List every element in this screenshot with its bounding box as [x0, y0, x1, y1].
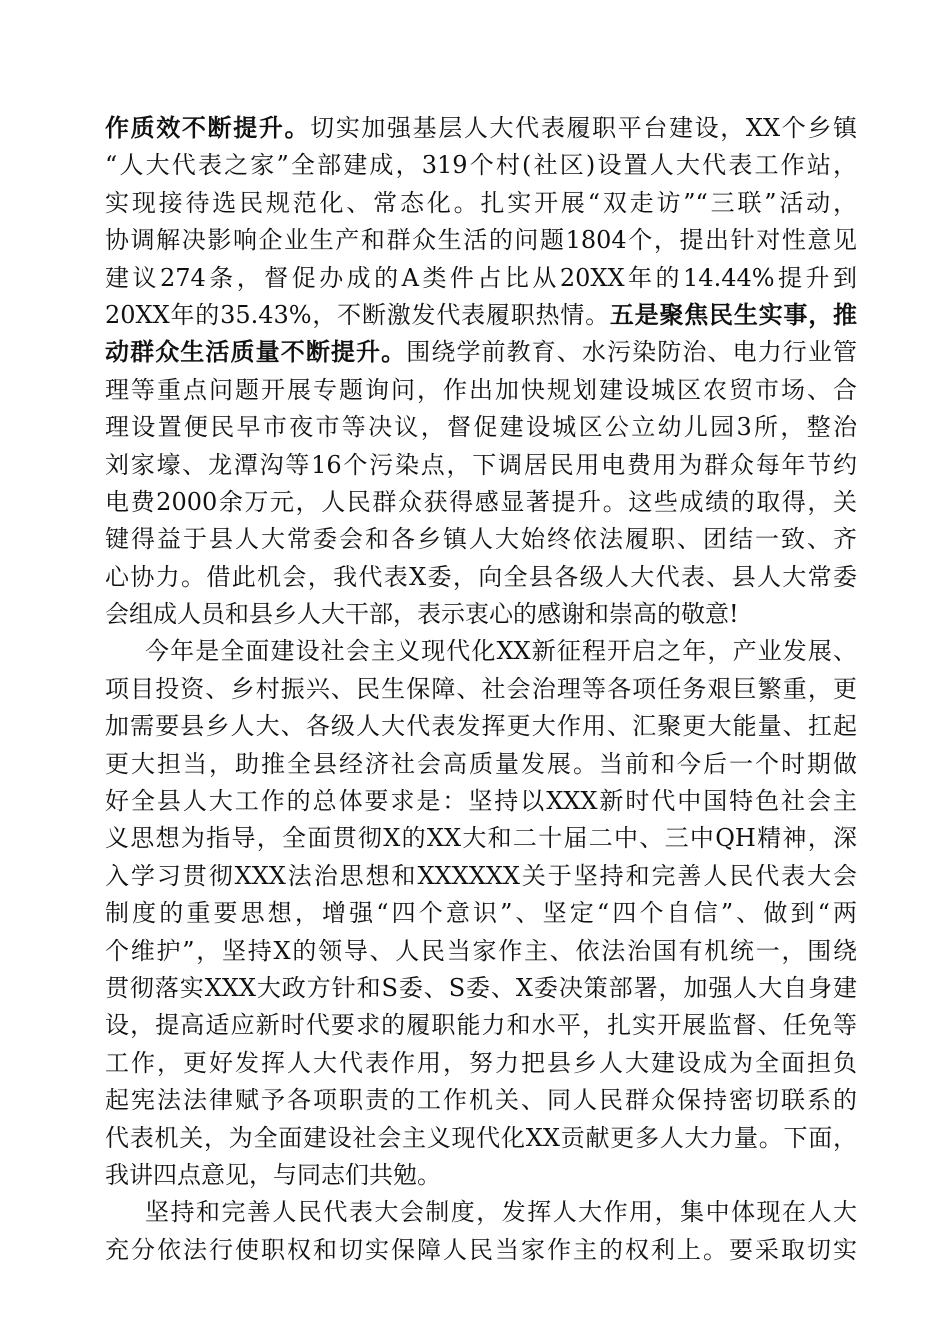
text-line: 个维护”，坚持X的领导、人民当家作主、依法治国有机统一，围绕: [105, 936, 857, 965]
text-line: 工作，更好发挥人大代表作用，努力把县乡人大建设成为全面担负: [105, 1048, 857, 1077]
text-line: 电费2000余万元，人民群众获得感显著提升。这些成绩的取得，关: [105, 487, 857, 516]
text-line: 今年是全面建设社会主义现代化XX新征程开启之年，产业发展、: [145, 637, 857, 666]
text-line: 项目投资、乡村振兴、民生保障、社会治理等各项任务艰巨繁重，更: [105, 674, 857, 703]
text-line: 会组成人员和县乡人大干部，表示衷心的感谢和崇高的敬意!: [105, 600, 739, 629]
text-line: “人大代表之家”全部建成，319个村(社区)设置人大代表工作站，: [105, 151, 857, 180]
text-line: 理等重点问题开展专题询问，作出加快规划建设城区农贸市场、合: [105, 375, 857, 404]
document-page: [105, 110, 857, 1269]
bold-heading: 五是聚焦民生实事，推: [609, 300, 857, 329]
text-line: 起宪法法律赋予各项职责的工作机关、同人民群众保持密切联系的: [105, 1086, 857, 1115]
text-line: 协调解决影响企业生产和群众生活的问题1804个，提出针对性意见: [105, 226, 857, 255]
text-line: 更大担当，助推全县经济社会高质量发展。当前和今后一个时期做: [105, 749, 857, 778]
bold-heading: 作质效不断提升。: [105, 114, 311, 142]
text-line: 贯彻落实XXX大政方针和S委、S委、X委决策部署，加强人大自身建: [105, 973, 857, 1002]
bold-heading: 动群众生活质量不断提升。: [105, 338, 407, 367]
text-line: 充分依法行使职权和切实保障人民当家作主的权利上。要采取切实: [105, 1235, 857, 1264]
text-line: 理设置便民早市夜市等决议，督促建设城区公立幼儿园3所，整治: [105, 413, 857, 442]
text-line: 义思想为指导，全面贯彻X的XX大和二十届二中、三中QH精神，深: [105, 824, 857, 853]
text-line: 我讲四点意见，与同志们共勉。: [105, 1160, 441, 1189]
text-line: 键得益于县人大常委会和各乡镇人大始终依法履职、团结一致、齐: [105, 525, 857, 554]
paragraph-2: [105, 633, 857, 1194]
text-line: 坚持和完善人民代表大会制度，发挥人大作用，集中体现在人大: [145, 1198, 857, 1227]
paragraph-1: [105, 110, 857, 633]
text-line: 制度的重要思想，增强“四个意识”、坚定“四个自信”、做到“两: [105, 899, 857, 928]
text-line: 好全县人大工作的总体要求是：坚持以XXX新时代中国特色社会主: [105, 787, 857, 816]
text-line: 设，提高适应新时代要求的履职能力和水平，扎实开展监督、任免等: [105, 1011, 857, 1040]
text-line: 心协力。借此机会，我代表X委，向全县各级人大代表、县人大常委: [105, 562, 857, 591]
text-line: 20XX年的35.43%，不断激发代表履职热情。五是聚焦民生实事，推: [105, 300, 857, 329]
text-line: 建议274条，督促办成的A类件占比从20XX年的14.44%提升到: [105, 263, 857, 292]
text-line: 入学习贯彻XXX法治思想和XXXXXX关于坚持和完善人民代表大会: [105, 861, 857, 890]
text-line: 刘家壕、龙潭沟等16个污染点，下调居民用电费用为群众每年节约: [105, 450, 857, 479]
text-line: 加需要县乡人大、各级人大代表发挥更大作用、汇聚更大能量、扛起: [105, 712, 857, 741]
text-line: 实现接待选民规范化、常态化。扎实开展“双走访”“三联”活动，: [105, 188, 857, 217]
text-line: 作质效不断提升。切实加强基层人大代表履职平台建设，XX个乡镇: [105, 114, 857, 142]
paragraph-3: [105, 1194, 857, 1269]
text-line: 代表机关，为全面建设社会主义现代化XX贡献更多人大力量。下面，: [105, 1123, 857, 1152]
text-line: 动群众生活质量不断提升。围绕学前教育、水污染防治、电力行业管: [105, 338, 857, 367]
